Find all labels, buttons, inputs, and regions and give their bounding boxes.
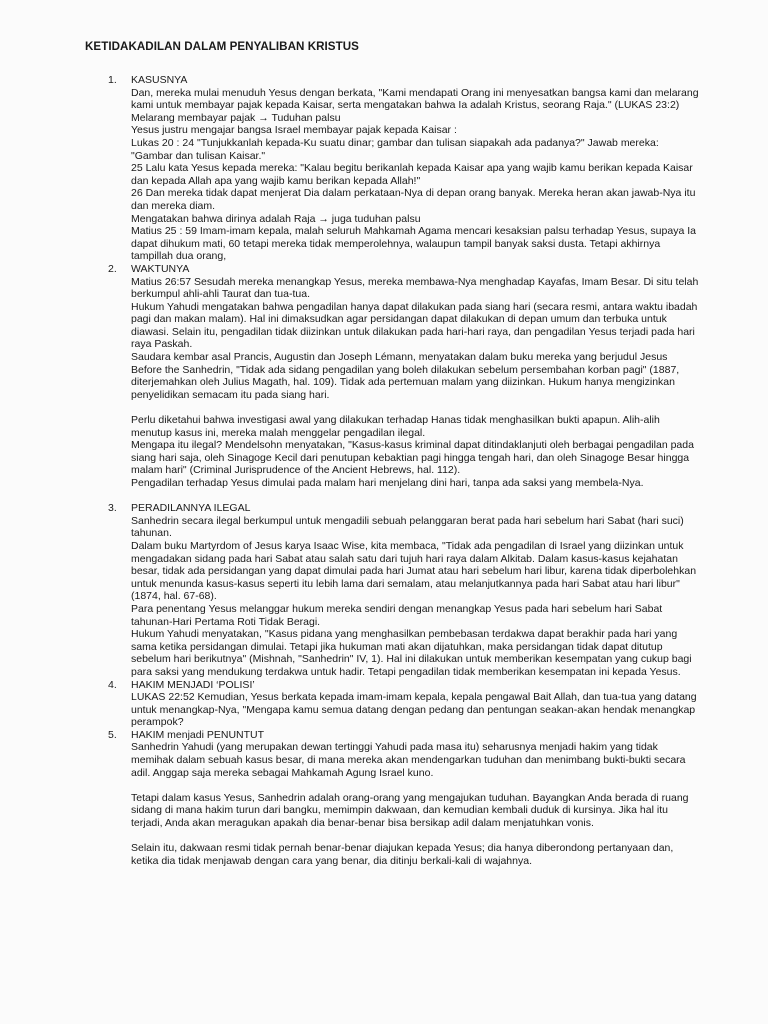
paragraph: Perlu diketahui bahwa investigasi awal yang dilakukan terhadap Hanas tidak menghasilkan bukti apapun. Alih-alih menutup kasus ini, mereka malah menggelar pengadilan ilegal.	[131, 414, 660, 439]
paragraph: LUKAS 22:52 Kemudian, Yesus berkata kepada imam-imam kepala, kepala pengawal Bait Allah, dan tua-tua yang datang untuk menangkap-Nya, "Mengapa kamu semua datang dengan pedang dan pentungan seakan-akan hendak menangkap perampok?	[131, 691, 697, 729]
section-spacer	[83, 490, 699, 503]
paragraph: Lukas 20 : 24 "Tunjukkanlah kepada-Ku suatu dinar; gambar dan tulisan siapakah ada padanya?" Jawab mereka: "Gambar dan tulisan Kaisar."	[131, 136, 659, 162]
section-number: 2.	[108, 262, 117, 275]
section-2	[83, 263, 699, 490]
section-heading: WAKTUNYA	[131, 262, 190, 275]
paragraph: Tetapi dalam kasus Yesus, Sanhedrin adalah orang-orang yang mengajukan tuduhan. Bayangkan Anda berada di ruang sidang di mana hakim turun dari bangku, memimpin dakwaan, dan kemudian kembali duduk di kursinya. Jika hal itu terjadi, Anda akan meragukan apakah dia benar-benar bisa bersikap adil dalam menjatuhkan vonis.	[131, 791, 689, 830]
section-heading: KASUSNYA	[131, 74, 188, 86]
section-4	[83, 679, 699, 729]
blank-line	[131, 830, 699, 843]
paragraph: Selain itu, dakwaan resmi tidak pernah benar-benar diajukan kepada Yesus; dia hanya diberondong pertanyaan dan, ketika dia tidak menjawab dengan cara yang benar, dia ditinju berkali-kali di wajahnya.	[131, 842, 674, 867]
paragraph: Saudara kembar asal Prancis, Augustin dan Joseph Lémann, menyatakan dalam buku mereka yang berjudul Jesus Before the Sanhedrin, "Tidak ada sidang pengadilan yang boleh dilakukan sebelum persembahan korban pagi" (1887, diterjemahkan oleh Julius Magath, hal. 109). Tidak ada pertemuan malam yang diizinkan. Hukum hanya mengizinkan penyelidikan semacam itu pada siang hari.	[131, 351, 680, 401]
paragraph: Matius 26:57 Sesudah mereka menangkap Yesus, mereka membawa-Nya menghadap Kayafas, Imam Besar. Di situ telah berkumpul ahli-ahli Taurat dan tua-tua.	[131, 275, 699, 301]
section-number: 1.	[108, 74, 117, 86]
paragraph: Para penentang Yesus melanggar hukum mereka sendiri dengan menangkap Yesus pada hari sebelum hari Sabat tahunan-Hari Pertama Roti Tidak Beragi.	[131, 602, 663, 628]
section-number: 3.	[108, 502, 117, 515]
paragraph: Sanhedrin secara ilegal berkumpul untuk mengadili sebuah pelanggaran berat pada hari sebelum hari Sabat (hari suci) tahunan.	[131, 514, 684, 540]
paragraph: Hukum Yahudi menyatakan, "Kasus pidana yang menghasilkan pembebasan terdakwa dapat berakhir pada hari yang sama ketika persidangan dimulai. Tetapi jika hukuman mati akan dijatuhkan, maka persidangan tidak dapat ditutup sebelum hari berikutnya" (Mishnah, "Sanhedrin" IV, 1). Hal ini dilakukan untuk memberikan kesempatan yang cukup bagi para saksi yang mendukung terdakwa untuk hadir. Tetapi pengadilan tidak memberikan kesempatan ini kepada Yesus.	[131, 628, 692, 678]
section-number: 4.	[108, 678, 117, 691]
paragraph: Dan, mereka mulai menuduh Yesus dengan berkata, "Kami mendapati Orang ini menyesatkan bangsa kami dan melarang kami untuk membayar pajak kepada Kaisar, serta mengatakan bahwa Ia adalah Kristus, seorang Raja." (LUKAS 23:2)	[131, 86, 699, 112]
section-heading: PERADILANNYA ILEGAL	[131, 502, 251, 515]
paragraph: Mengatakan bahwa dirinya adalah Raja → juga tuduhan palsu	[131, 212, 421, 225]
document-page	[83, 40, 699, 867]
paragraph: Hukum Yahudi mengatakan bahwa pengadilan hanya dapat dilakukan pada siang hari (secara resmi, antara waktu ibadah pagi dan makan malam). Hal ini dimaksudkan agar persidangan dapat dilakukan di depan umum dan terbuka untuk diawasi. Selain itu, pengadilan tidak diizinkan untuk dilakukan pada hari-hari raya, dan pengadilan Yesus terjadi pada hari raya Paskah.	[131, 300, 698, 351]
paragraph: Mengapa itu ilegal? Mendelsohn menyatakan, "Kasus-kasus kriminal dapat ditindaklanjuti oleh berbagai pengadilan pada siang hari saja, oleh Sinagoge Kecil dari penutupan kebaktian pagi hingga tengah hari, dan oleh Sinagoge Besar hingga malam hari" (Criminal Jurisprudence of the Ancient Hebrews, hal. 112).	[131, 439, 694, 477]
sections-list	[83, 74, 699, 867]
paragraph: Yesus justru mengajar bangsa Israel membayar pajak kepada Kaisar :	[131, 124, 457, 137]
paragraph: 25 Lalu kata Yesus kepada mereka: "Kalau begitu berikanlah kepada Kaisar apa yang wajib kamu berikan kepada Kaisar dan kepada Allah apa yang wajib kamu berikan kepada Allah!"	[131, 162, 693, 187]
section-5	[83, 729, 699, 868]
blank-line	[131, 401, 699, 414]
blank-line	[131, 779, 699, 792]
section-1	[83, 74, 699, 263]
paragraph: Pengadilan terhadap Yesus dimulai pada malam hari menjelang dini hari, tanpa ada saksi yang membela-Nya.	[131, 477, 644, 489]
paragraph: Melarang membayar pajak → Tuduhan palsu	[131, 111, 341, 124]
paragraph: Dalam buku Martyrdom of Jesus karya Isaac Wise, kita membaca, "Tidak ada pengadilan di Israel yang diizinkan untuk mengadakan sidang pada hari Sabat atau salah satu dari tujuh hari raya dalam Alkitab. Dalam kasus-kasus kejahatan besar, tidak ada persidangan yang dapat dimulai pada hari Jumat atau hari sebelum hari libur, karena tidak diperbolehkan untuk menunda kasus-kasus seperti itu lebih lama dari semalam, atau melanjutkannya pada hari Sabat atau hari libur" (1874, hal. 67-68).	[131, 539, 697, 603]
section-number: 5.	[108, 728, 117, 741]
section-heading: HAKIM MENJADI ‘POLISI’	[131, 678, 255, 691]
paragraph: Matius 25 : 59 Imam-imam kepala, malah seluruh Mahkamah Agama mencari kesaksian palsu terhadap Yesus, supaya Ia dapat dihukum mati, 60 tetapi mereka tidak memperolehnya, walaupun tampil banyak saksi dusta. Tetapi akhirnya tampillah dua orang,	[131, 225, 696, 263]
section-3	[83, 502, 699, 678]
paragraph: Sanhedrin Yahudi (yang merupakan dewan tertinggi Yahudi pada masa itu) seharusnya menjadi hakim yang tidak memihak dalam sebuah kasus besar, di mana mereka akan mendengarkan tuduhan dan menimbang bukti-bukti secara adil. Anggap saja mereka sebagai Mahkamah Agung Israel kuno.	[131, 741, 686, 779]
section-heading: HAKIM menjadi PENUNTUT	[131, 728, 265, 741]
paragraph: 26 Dan mereka tidak dapat menjerat Dia dalam perkataan-Nya di depan orang banyak. Mereka heran akan jawab-Nya itu dan mereka diam.	[131, 187, 696, 212]
document-title: KETIDAKADILAN DALAM PENYALIBAN KRISTUS	[85, 40, 359, 53]
